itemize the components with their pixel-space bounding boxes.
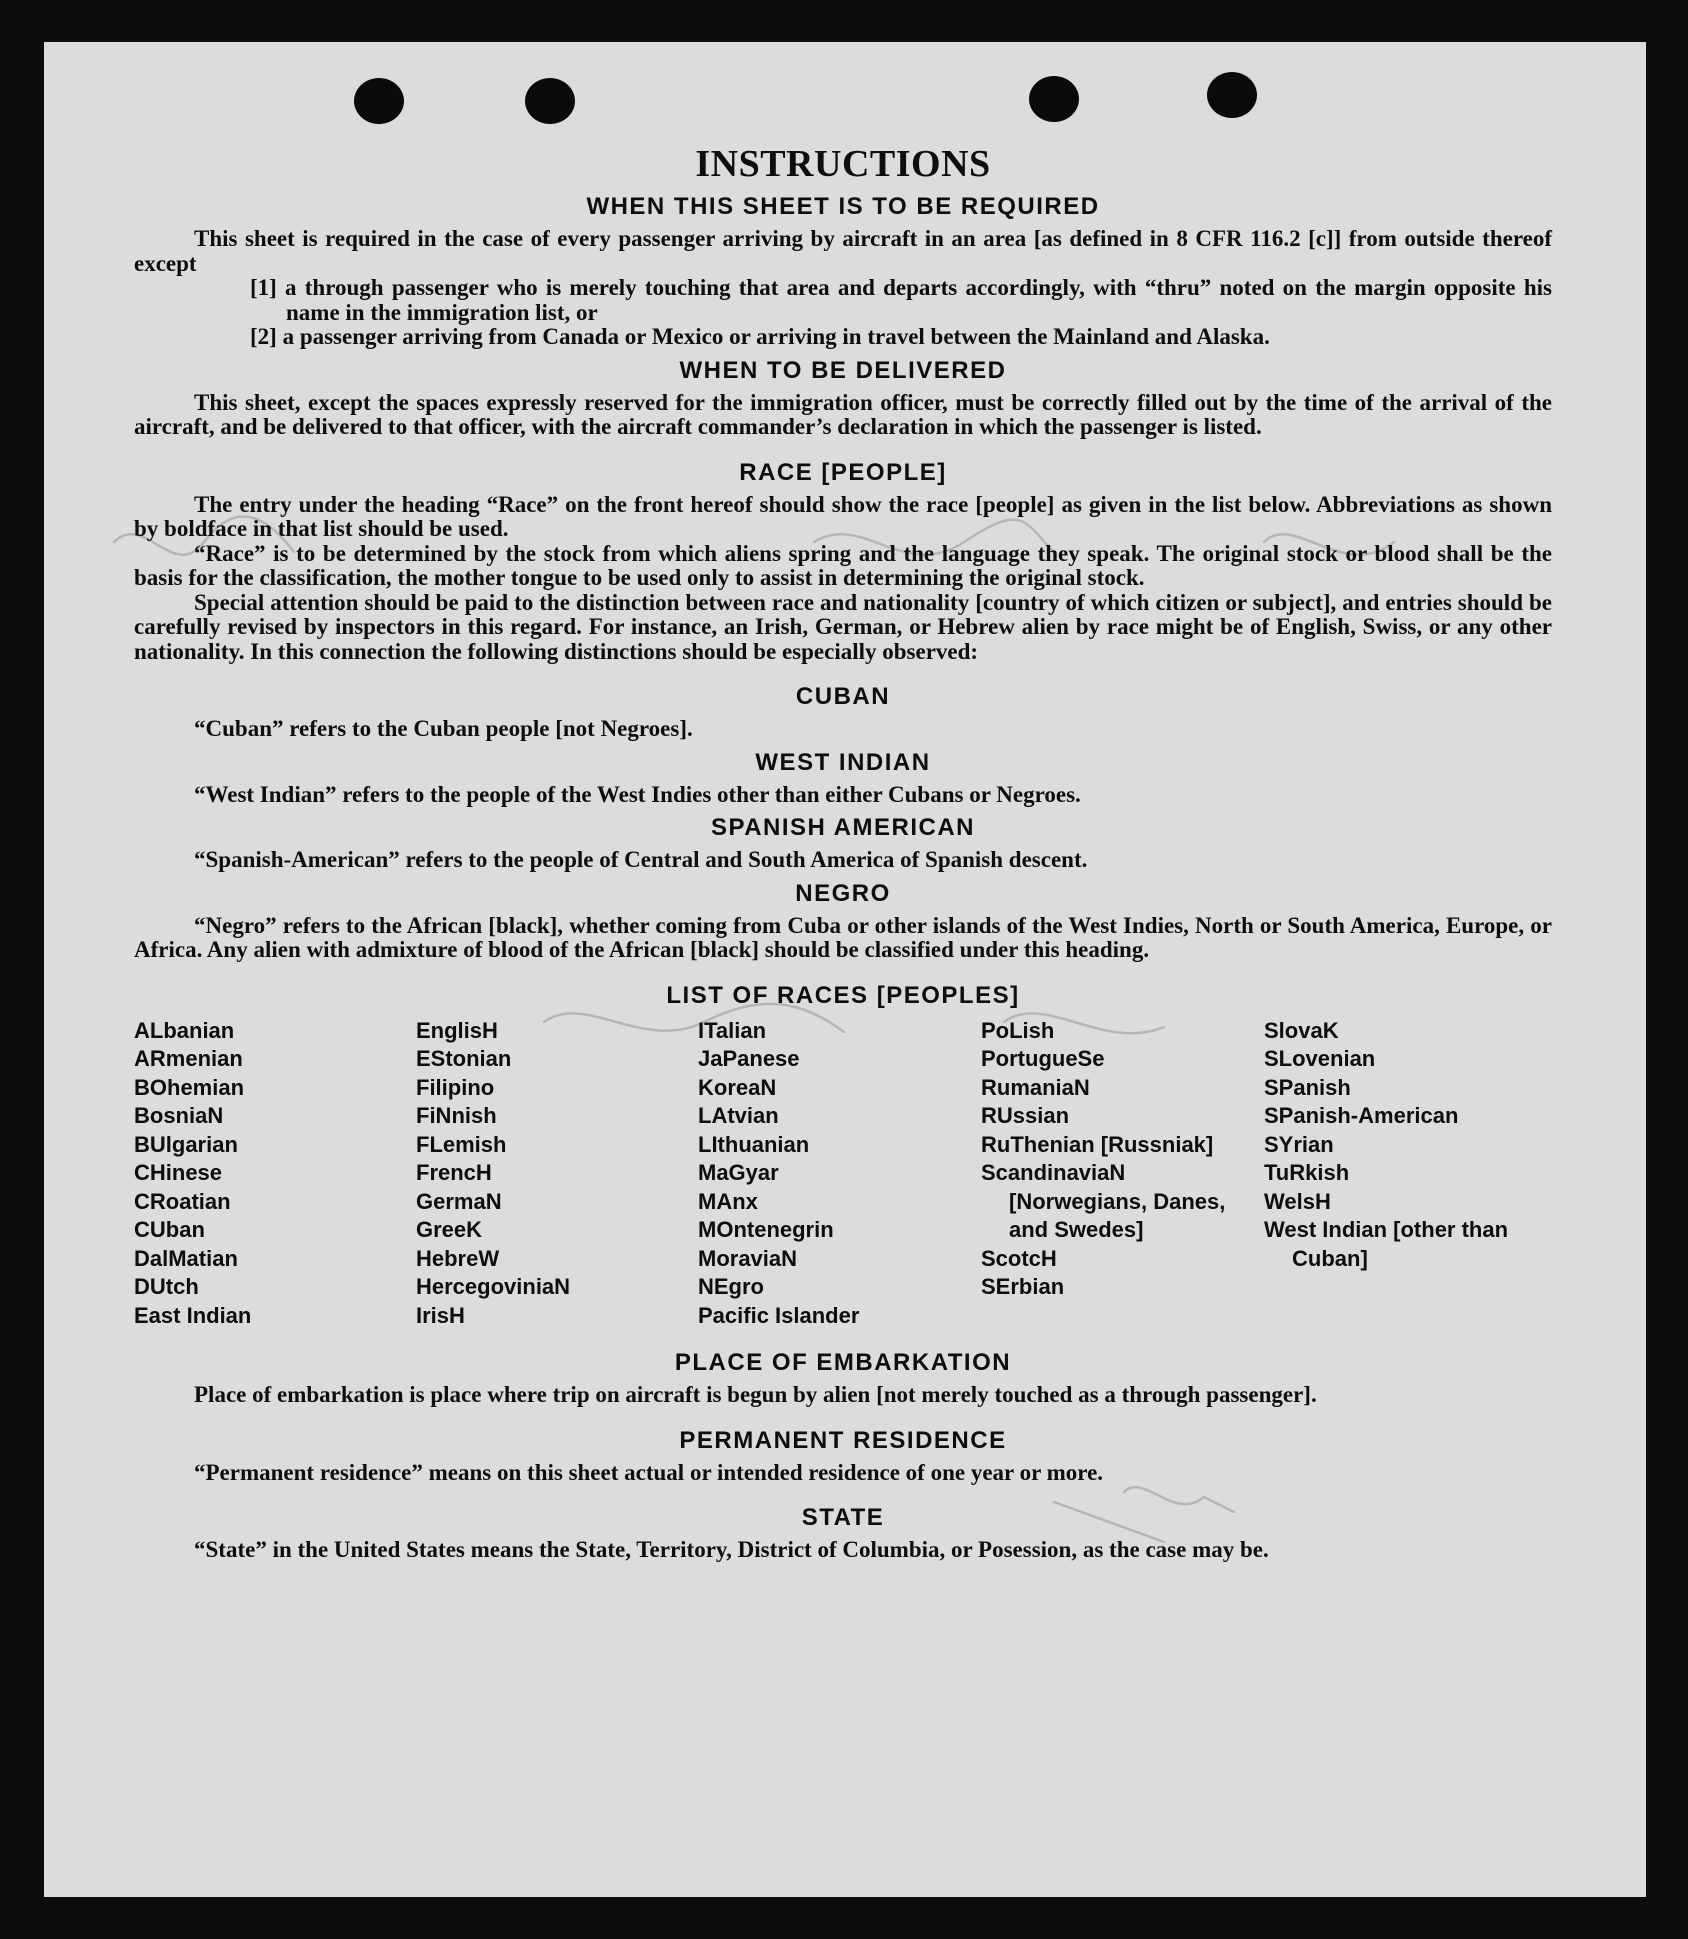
race-entry: FiNnish — [416, 1103, 497, 1128]
page-title: INSTRUCTIONS — [695, 143, 991, 185]
race-entry: MOntenegrin — [698, 1217, 834, 1242]
heading-list-of-races: LIST OF RACES [PEOPLES] — [666, 981, 1020, 1009]
spanish-american-paragraph: “Spanish-American” refers to the people of Central and South America of Spanish descent. — [194, 847, 1088, 872]
race-entry: RuThenian [Russniak] — [981, 1131, 1214, 1157]
race-entry: RUssian — [981, 1103, 1070, 1128]
race-entry: HebreW — [416, 1245, 500, 1271]
race-entry: WelsH — [1264, 1188, 1331, 1214]
race-entry: ITalian — [698, 1017, 767, 1043]
race-entry: ARmenian — [134, 1046, 243, 1071]
heading-cuban: CUBAN — [795, 683, 891, 710]
state-paragraph: “State” in the United States means the State, Territory, District of Columbia, or Posession, as the case may be. — [194, 1537, 1269, 1562]
race-entry: GreeK — [416, 1217, 483, 1242]
race-entry: EnglisH — [416, 1017, 498, 1043]
heading-state: STATE — [801, 1504, 885, 1531]
heading-west-indian: WEST INDIAN — [755, 748, 931, 776]
race-entry: LIthuanian — [698, 1131, 810, 1157]
race-entry: ALbanian — [134, 1017, 235, 1043]
race-entry: CHinese — [134, 1160, 223, 1185]
race-entry: GermaN — [416, 1188, 502, 1214]
race-entry: PortugueSe — [981, 1046, 1105, 1071]
races-table — [134, 1017, 1552, 1331]
embarkation-paragraph: Place of embarkation is place where trip on aircraft is begun by alien [not merely touched as a through passenger]. — [194, 1382, 1317, 1407]
race-column — [416, 1017, 698, 1331]
race-entry: EStonian — [416, 1046, 512, 1071]
instructions-content — [134, 142, 1552, 1563]
race-entry: West Indian [other than Cuban] — [1264, 1217, 1509, 1271]
delivered-paragraph: This sheet, except the spaces expressly reserved for the immigration officer, must be correctly filled out by the time of the arrival of the aircraft, and be delivered to that officer, with the aircraft commander’s declaration in which the passenger is listed. — [134, 389, 1552, 439]
race-entry: BUlgarian — [134, 1131, 238, 1157]
race-entry: TuRkish — [1264, 1160, 1350, 1185]
race-entry: BOhemian — [134, 1074, 245, 1100]
race-entry: MAnx — [698, 1188, 758, 1214]
race-entry: LAtvian — [698, 1103, 779, 1128]
cuban-paragraph: “Cuban” refers to the Cuban people [not Negroes]. — [194, 716, 693, 741]
race-entry: KoreaN — [698, 1074, 777, 1100]
required-item-2: [2] a passenger arriving from Canada or Mexico or arriving in travel between the Mainland and Alaska. — [250, 324, 1270, 349]
heading-when-delivered: WHEN TO BE DELIVERED — [679, 356, 1007, 384]
heading-race: RACE [PEOPLE] — [739, 458, 947, 486]
race-entry: PoLish — [981, 1017, 1055, 1043]
race-entry: MaGyar — [698, 1160, 779, 1185]
race-entry: CRoatian — [134, 1188, 231, 1214]
race-paragraph-2: “Race” is to be determined by the stock from which aliens spring and the language they speak. The original stock or blood shall be the basis for the classification, the mother tongue to be used only to assist in determining the original stock. — [134, 540, 1552, 590]
race-column — [134, 1017, 416, 1331]
required-item-1: [1] a through passenger who is merely touching that area and departs accordingly, with “thru” noted on the margin opposite his name in the immigration list, or — [250, 275, 1552, 325]
race-entry: HercegoviniaN — [416, 1274, 571, 1299]
race-entry: Filipino — [416, 1074, 495, 1100]
race-entry: FrencH — [416, 1160, 492, 1185]
race-entry: SPanish — [1264, 1074, 1351, 1100]
race-paragraph-3: Special attention should be paid to the distinction between race and nationality [country of which citizen or subject], and entries should be carefully revised by inspectors in this regard. For instance, an Irish, German, or Hebrew alien by race might be of English, Swiss, or any other nationality. In this connection the following distinctions should be especially observed: — [134, 589, 1552, 664]
document-page — [44, 42, 1646, 1897]
heading-place-of-embarkation: PLACE OF EMBARKATION — [674, 1349, 1012, 1376]
race-entry: ScandinaviaN [Norwegians, Danes, and Swedes] — [981, 1160, 1226, 1242]
heading-when-required: WHEN THIS SHEET IS TO BE REQUIRED — [586, 193, 1100, 220]
race-entry: MoraviaN — [698, 1245, 798, 1271]
race-entry: East Indian — [134, 1302, 252, 1328]
race-column — [698, 1017, 981, 1331]
heading-spanish-american: SPANISH AMERICAN — [710, 814, 975, 841]
race-entry: RumaniaN — [981, 1074, 1090, 1100]
race-entry: SlovaK — [1264, 1017, 1339, 1043]
race-entry: BosniaN — [134, 1103, 224, 1128]
residence-paragraph: “Permanent residence” means on this sheet actual or intended residence of one year or more. — [194, 1459, 1104, 1485]
heading-permanent-residence: PERMANENT RESIDENCE — [679, 1426, 1007, 1454]
required-paragraph: This sheet is required in the case of every passenger arriving by aircraft in an area [as defined in 8 CFR 116.2 [c]] from outside thereof except — [134, 226, 1552, 276]
race-paragraph-1: The entry under the heading “Race” on the front hereof should show the race [people] as given in the list below. Abbreviations as shown by boldface in that list should be used. — [134, 491, 1552, 541]
race-entry: DalMatian — [134, 1245, 238, 1271]
race-column — [981, 1017, 1264, 1331]
race-column — [1264, 1017, 1552, 1331]
race-entry: Pacific Islander — [698, 1302, 860, 1328]
race-entry: NEgro — [698, 1274, 764, 1299]
heading-negro: NEGRO — [795, 879, 891, 907]
west-indian-paragraph: “West Indian” refers to the people of the West Indies other than either Cubans or Negroes. — [194, 781, 1081, 807]
race-entry: SErbian — [981, 1274, 1065, 1299]
race-entry: SLovenian — [1264, 1046, 1376, 1071]
race-entry: FLemish — [416, 1131, 507, 1157]
race-entry: CUban — [134, 1217, 205, 1242]
race-entry: SPanish-American — [1264, 1103, 1459, 1128]
race-entry: DUtch — [134, 1274, 199, 1299]
negro-paragraph: “Negro” refers to the African [black], whether coming from Cuba or other islands of the West Indies, North or South America, Europe, or Africa. Any alien with admixture of blood of the African [black] should be classified under this heading. — [134, 912, 1552, 962]
race-entry: SYrian — [1264, 1131, 1334, 1157]
race-entry: ScotcH — [981, 1245, 1057, 1271]
race-entry: IrisH — [416, 1302, 465, 1328]
race-entry: JaPanese — [698, 1046, 800, 1071]
